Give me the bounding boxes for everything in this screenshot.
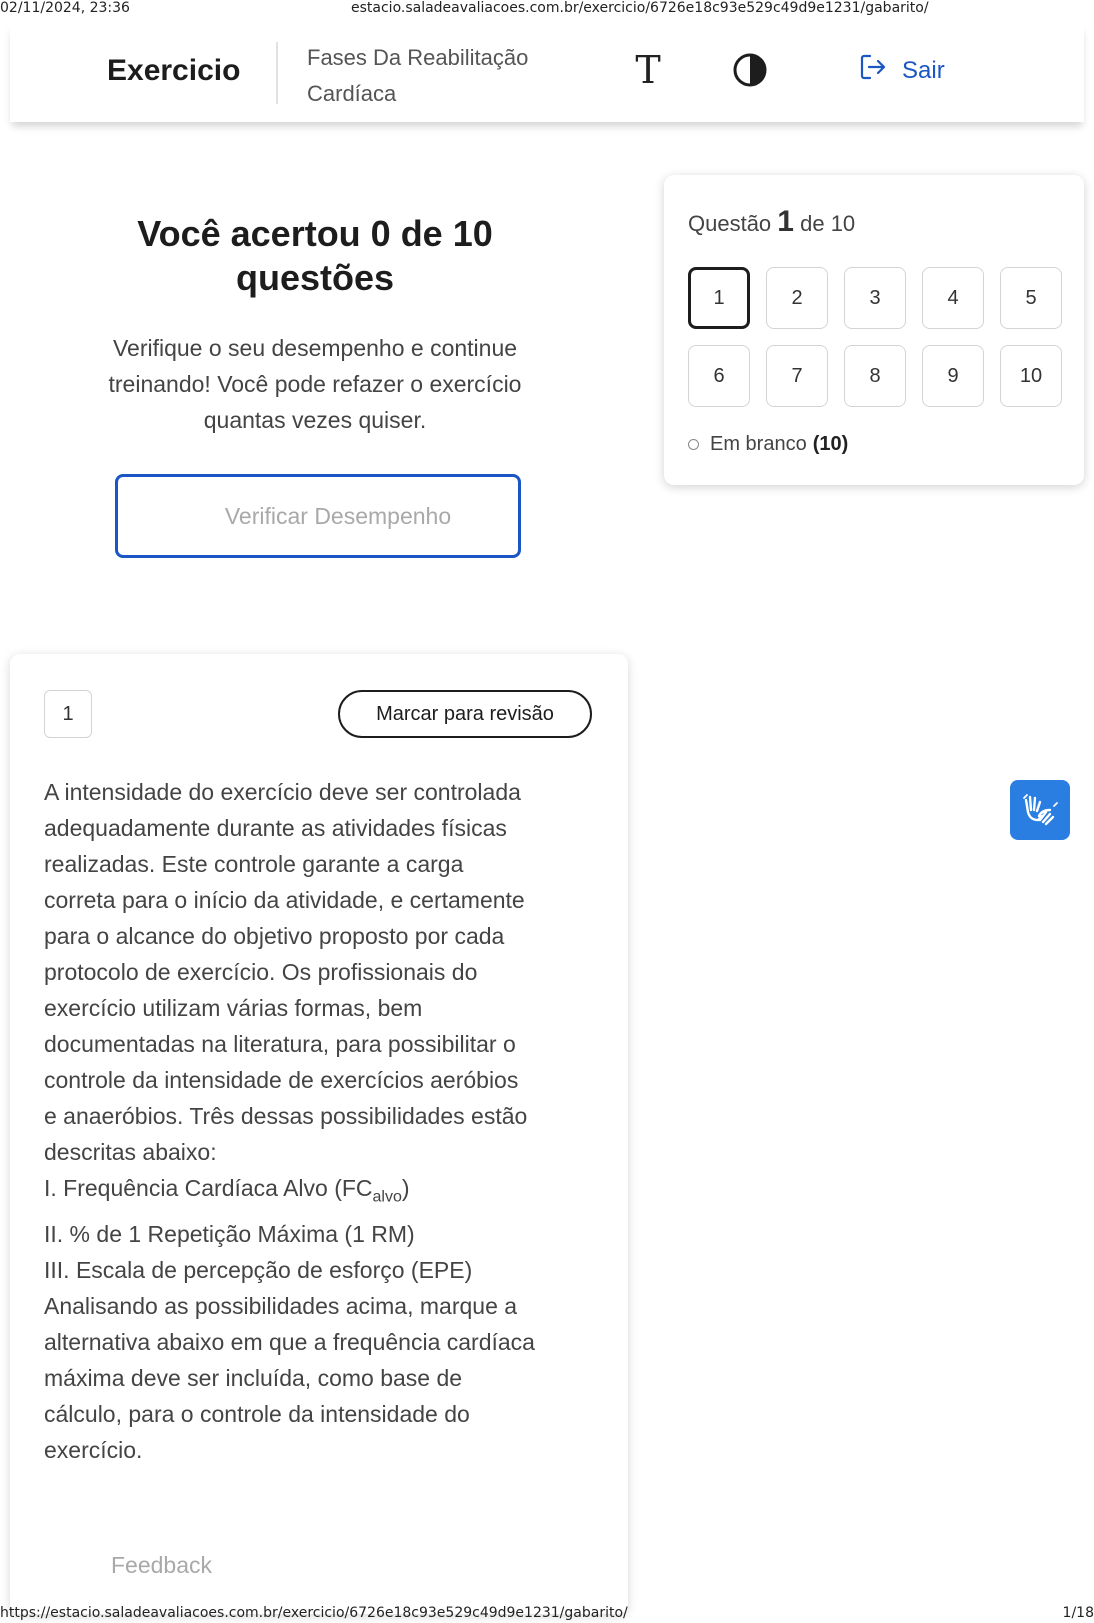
blank-legend-count: (10) [812,433,849,455]
item-1-subscript: alvo [372,1188,402,1206]
item-1-prefix: I. Frequência Cardíaca Alvo (FC [44,1175,373,1201]
print-url: estacio.saladeavaliacoes.com.br/exercicio/6726e18c93e529c49d9e1231/gabarito/ [351,0,929,16]
question-line: exercício utilizam várias formas, bem [44,995,423,1021]
question-number-badge: 1 [44,690,92,738]
logout-icon [858,52,888,89]
question-closing-line: máxima deve ser incluída, como base de [44,1364,463,1391]
question-button-3[interactable]: 3 [844,267,906,329]
score-title-line-1: Você acertou 0 de 10 [137,213,493,254]
navigator-title [688,205,855,239]
print-footer [0,1603,1094,1623]
question-button-1[interactable]: 1 [688,267,750,329]
question-closing-line: cálculo, para o controle da intensidade do [44,1400,470,1427]
verify-performance-button[interactable]: Verificar Desempenho [115,474,521,558]
question-item-2: II. % de 1 Repetição Máxima (1 RM) [44,1220,415,1247]
exit-label: Sair [902,56,945,84]
blank-circle-icon [688,439,699,450]
question-text [44,774,604,1468]
navigator-prefix: Questão [688,211,772,236]
print-header [0,0,1094,16]
feedback-label[interactable]: Feedback [111,1552,213,1578]
question-button-8[interactable]: 8 [844,345,906,407]
question-item-3: III. Escala de percepção de esforço (EPE) [44,1256,473,1283]
item-1-suffix: ) [401,1175,410,1201]
sign-language-hands-icon [1020,790,1060,830]
header-divider [276,42,278,104]
navigator-suffix: de 10 [800,211,856,236]
question-line: e anaeróbios. Três dessas possibilidades estão [44,1103,528,1129]
exit-button[interactable] [858,52,945,89]
question-navigator [664,175,1084,485]
question-line: documentadas na literatura, para possibilitar o [44,1031,516,1057]
result-message-line-2: treinando! Você pode refazer o exercício [108,371,522,397]
question-grid [688,267,1062,407]
mark-for-review-button[interactable]: Marcar para revisão [338,690,592,738]
question-card [10,654,628,1614]
question-line: para o alcance do objetivo proposto por cada [44,923,505,949]
course-title-line-1: Fases Da Reabilitação [307,45,529,70]
question-button-6[interactable]: 6 [688,345,750,407]
question-item-1 [44,1170,604,1216]
question-closing-line: exercício. [44,1436,143,1463]
question-closing-line: Analisando as possibilidades acima, marque a [44,1292,518,1319]
question-line: controle da intensidade de exercícios aeróbios [44,1067,519,1093]
question-button-2[interactable]: 2 [766,267,828,329]
course-title-line-2: Cardíaca [307,81,397,106]
print-page-number: 1/18 [1062,1605,1094,1621]
print-date: 02/11/2024, 23:36 [0,0,130,16]
blank-legend-label: Em branco [710,433,807,455]
question-line: protocolo de exercício. Os profissionais do [44,959,478,985]
blank-legend [688,433,848,456]
question-button-4[interactable]: 4 [922,267,984,329]
question-line: adequadamente durante as atividades físicas [44,815,507,841]
contrast-icon[interactable] [730,50,770,90]
result-message-line-1: Verifique o seu desempenho e continue [112,335,518,361]
question-line: realizadas. Este controle garante a carga [44,851,464,877]
score-title [60,212,570,300]
question-button-9[interactable]: 9 [922,345,984,407]
top-bar [10,24,1084,122]
score-title-line-2: questões [235,257,395,298]
question-button-5[interactable]: 5 [1000,267,1062,329]
question-button-7[interactable]: 7 [766,345,828,407]
result-message-line-3: quantas vezes quiser. [203,407,427,433]
question-line: A intensidade do exercício deve ser controlada [44,779,521,805]
font-size-icon[interactable]: T [635,48,661,92]
result-message [60,330,570,438]
question-closing-line: alternativa abaixo em que a frequência cardíaca [44,1328,535,1355]
course-title [307,40,587,112]
result-summary [60,212,570,438]
question-button-10[interactable]: 10 [1000,345,1062,407]
print-footer-url: https://estacio.saladeavaliacoes.com.br/exercicio/6726e18c93e529c49d9e1231/gabarito/ [0,1605,628,1621]
navigator-current: 1 [777,205,794,238]
question-line: correta para o início da atividade, e certamente [44,887,525,913]
question-line: descritas abaixo: [44,1139,217,1165]
sign-language-button[interactable] [1010,780,1070,840]
brand-title: Exercicio [107,54,241,87]
